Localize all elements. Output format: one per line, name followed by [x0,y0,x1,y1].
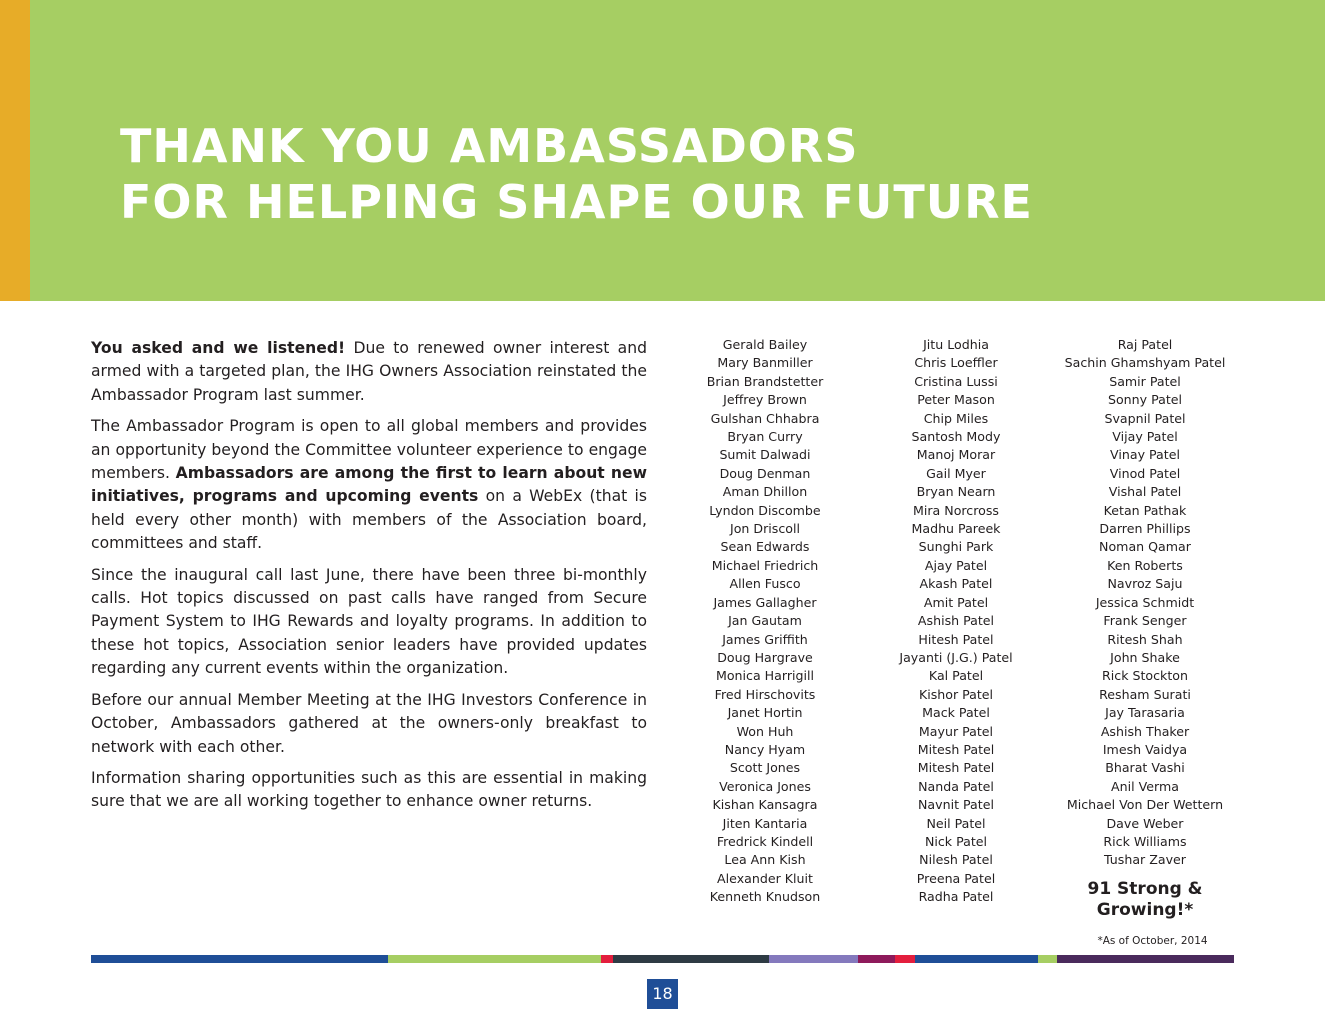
ambassador-name: Aman Dhillon [722,484,808,500]
ambassador-list-column-3 [1045,336,1245,870]
ambassador-name: Nilesh Patel [919,852,993,868]
ambassador-name: Bryan Curry [727,429,803,445]
color-bar-segment [1038,955,1057,963]
ambassador-name: Jayanti (J.G.) Patel [899,649,1013,665]
ambassador-name: Ritesh Shah [1107,631,1183,647]
ambassador-name: James Gallagher [713,594,817,610]
ambassador-name: Doug Hargrave [717,649,813,665]
ambassador-name: Rick Williams [1103,833,1187,849]
intro-paragraph-1 [91,337,647,407]
ambassador-name: Gail Myer [926,465,986,481]
ambassador-name: Doug Denman [719,465,811,481]
ambassador-name: Imesh Vaidya [1102,741,1188,757]
ambassador-name: Vishal Patel [1108,484,1182,500]
ambassador-name: Svapnil Patel [1104,410,1186,426]
ambassador-name: Frank Senger [1103,613,1187,629]
member-count-callout [1050,879,1240,921]
ambassador-name: Rick Stockton [1102,668,1188,684]
ambassador-name: Jessica Schmidt [1095,594,1195,610]
ambassador-name: Sumit Dalwadi [719,447,811,463]
ambassador-name: Bryan Nearn [916,484,996,500]
intro-paragraph-2-end: on a WebEx (that is held every other month) with members of the Association board, committees and staff. [91,487,647,553]
intro-paragraph-2-highlight: Ambassadors are among the first to learn about new initiatives, programs and upcoming events [91,464,647,506]
ambassador-name: Chip Miles [923,410,989,426]
ambassador-name: Janet Hortin [727,705,803,721]
intro-paragraph-5: Information sharing opportunities such as this are essential in making sure that we are all working together to enhance owner returns. [91,768,647,811]
ambassador-name: Ashish Thaker [1100,723,1190,739]
color-bar-segment [915,955,1038,963]
ambassador-name: Mary Banmiller [717,355,813,371]
ambassador-name: Lea Ann Kish [724,852,806,868]
member-count-line-2: Growing!* [1096,900,1194,920]
ambassador-name: Jay Tarasaria [1105,705,1185,721]
ambassador-name: Vijay Patel [1112,429,1178,445]
color-bar [91,955,1234,963]
ambassador-name: Scott Jones [729,760,801,776]
ambassador-name: Gerald Bailey [722,337,808,352]
ambassador-name: Amit Patel [923,594,989,610]
ambassador-name: Resham Surati [1099,686,1191,702]
ambassador-name: Fred Hirschovits [714,686,816,702]
ambassador-name: Michael Von Der Wettern [1066,797,1224,813]
ambassador-name: Peter Mason [917,392,995,408]
ambassador-name: Nancy Hyam [724,741,806,757]
ambassador-name: Mack Patel [922,705,990,721]
ambassador-name: Mitesh Patel [917,741,995,757]
ambassador-name: Sean Edwards [720,539,810,555]
title-line-1: THANK YOU AMBASSADORS [120,119,859,173]
ambassador-name: Chris Loeffler [914,355,998,371]
ambassador-name: Akash Patel [919,576,993,592]
ambassador-name: Sunghi Park [918,539,994,555]
ambassador-name: Allen Fusco [729,576,801,592]
ambassador-name: Mira Norcross [913,502,999,518]
ambassador-name: John Shake [1110,649,1180,665]
ambassador-name: Ketan Pathak [1103,502,1187,518]
page-title [120,118,1033,230]
ambassador-name: Kishor Patel [918,686,994,702]
intro-paragraph-1-text: Due to renewed owner interest and armed with a targeted plan, the IHG Owners Association reinstated the Ambassador Program last summer. [91,339,648,404]
intro-paragraph-2-start: The Ambassador Program is open to all global members and provides an opportunity beyond the Committee volunteer experience to engage members. [91,417,647,483]
ambassador-name: Santosh Mody [911,429,1001,445]
ambassador-name: Veronica Jones [719,778,811,794]
ambassador-name: Navnit Patel [918,797,994,813]
ambassador-name: Won Huh [736,723,794,739]
color-bar-segment [601,955,613,963]
ambassador-name: Sonny Patel [1107,392,1183,408]
ambassador-name: Darren Phillips [1099,521,1191,537]
ambassador-name: Kenneth Knudson [709,889,821,905]
intro-paragraph-2 [91,415,647,555]
ambassador-name: Ken Roberts [1107,557,1183,573]
ambassador-name: Vinod Patel [1109,465,1181,481]
color-bar-segment [388,955,601,963]
member-count-line-1: 91 Strong & [1087,879,1203,899]
ambassador-name: Sachin Ghamshyam Patel [1064,355,1226,371]
ambassador-name: Dave Weber [1106,815,1184,831]
color-bar-segment [1057,955,1234,963]
intro-lead-in: You asked and we listened! [91,339,346,357]
ambassador-name: Kal Patel [928,668,984,684]
ambassador-name: Lyndon Discombe [709,502,821,518]
ambassador-name: Ashish Patel [917,613,995,629]
ambassador-name: Bharat Vashi [1105,760,1185,776]
ambassador-name: Hitesh Patel [918,631,994,647]
header-accent-stripe [0,0,30,301]
ambassador-name: Mitesh Patel [917,760,995,776]
ambassador-name: Madhu Pareek [911,521,1001,537]
ambassador-name: Navroz Saju [1107,576,1183,592]
ambassador-name: Fredrick Kindell [716,833,814,849]
ambassador-name: Anil Verma [1111,778,1179,794]
color-bar-segment [895,955,915,963]
ambassador-name: Neil Patel [926,815,986,831]
ambassador-name: Michael Friedrich [711,557,819,573]
ambassador-name: Nick Patel [924,833,988,849]
ambassador-name: Alexander Kluit [717,870,813,886]
ambassador-name: Jan Gautam [728,613,802,629]
title-line-2: FOR HELPING SHAPE OUR FUTURE [120,175,1033,229]
ambassador-name: Radha Patel [918,889,994,905]
ambassador-name: Gulshan Chhabra [710,410,820,426]
ambassador-list-column-2 [856,336,1056,907]
ambassador-name: Manoj Morar [916,447,996,463]
ambassador-name: Samir Patel [1109,373,1181,389]
ambassador-name: Monica Harrigill [715,668,814,684]
ambassador-name: Brian Brandstetter [706,373,824,389]
ambassador-list-column-1 [665,336,865,907]
ambassador-name: Mayur Patel [918,723,994,739]
color-bar-segment [91,955,388,963]
ambassador-name: Jon Driscoll [730,521,800,537]
footnote: *As of October, 2014 [1097,935,1208,947]
color-bar-segment [613,955,769,963]
ambassador-name: Tushar Zaver [1104,852,1186,868]
ambassador-name: Noman Qamar [1099,539,1191,555]
ambassador-name: Jitu Lodhia [923,337,989,352]
color-bar-segment [769,955,858,963]
ambassador-name: Cristina Lussi [914,373,998,389]
ambassador-name: Jeffrey Brown [723,392,807,408]
ambassador-name: Nanda Patel [918,778,994,794]
intro-text [91,337,647,822]
ambassador-name: Ajay Patel [924,557,988,573]
ambassador-name: Jiten Kantaria [722,815,808,831]
color-bar-segment [858,955,895,963]
ambassador-name: Kishan Kansagra [712,797,818,813]
intro-paragraph-4: Before our annual Member Meeting at the IHG Investors Conference in October, Ambassadors gathered at the owners-only breakfast to network with each other. [91,690,647,756]
intro-paragraph-3: Since the inaugural call last June, there have been three bi-monthly calls. Hot topics discussed on past calls have ranged from Secure Payment System to IHG Rewards and loyalty programs. In addition to these hot topics, Association senior leaders have provided updates regarding any current events within the organization. [91,565,647,678]
page-number: 18 [647,979,678,1009]
ambassador-name: Vinay Patel [1110,447,1180,463]
ambassador-name: Raj Patel [1117,337,1173,352]
ambassador-name: Preena Patel [916,870,996,886]
ambassador-name: James Griffith [722,631,808,647]
